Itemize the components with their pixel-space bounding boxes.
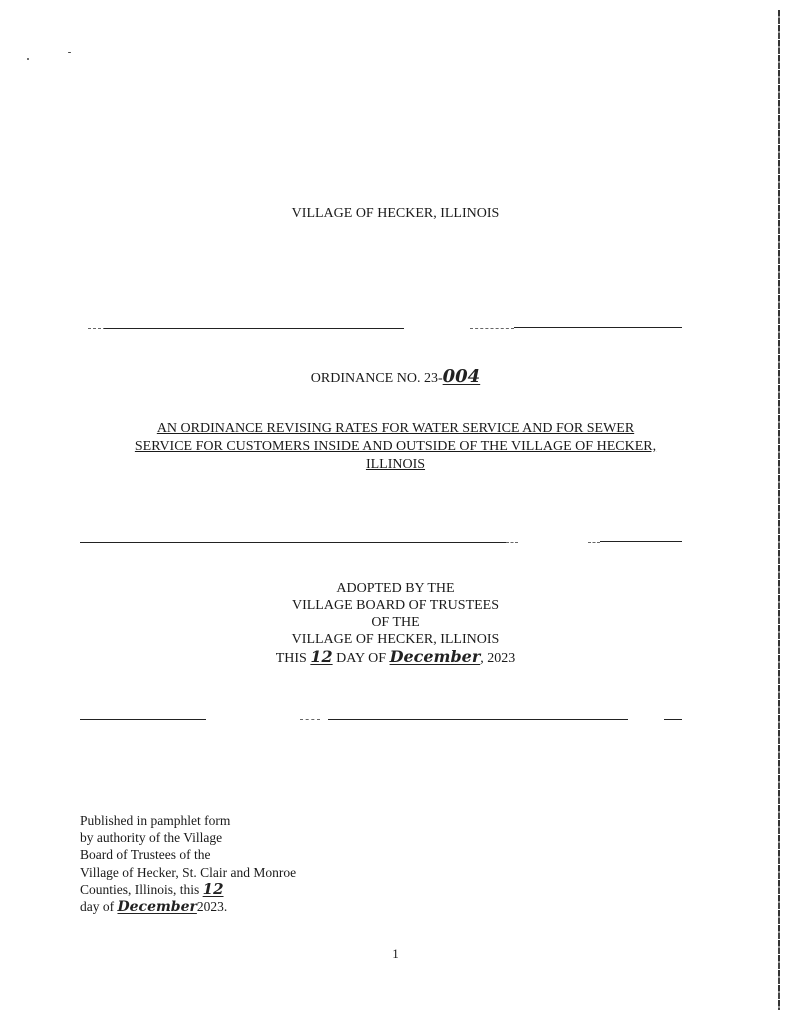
scan-speck [27, 58, 29, 60]
ordinance-number [0, 366, 791, 387]
separator-rule [664, 719, 682, 720]
ordinance-title-line: AN ORDINANCE REVISING RATES FOR WATER SERVICE AND FOR SEWER [156, 421, 635, 436]
separator-fragment [506, 542, 518, 543]
adoption-line: VILLAGE BOARD OF TRUSTEES [291, 598, 500, 613]
separator-rule [600, 541, 682, 542]
publication-day-handwritten: 12 [202, 879, 224, 898]
separator-fragment [588, 542, 600, 543]
separator-rule [104, 328, 404, 329]
publication-line: Board of Trustees of the [80, 847, 211, 863]
separator-rule [328, 719, 628, 720]
village-title: VILLAGE OF HECKER, ILLINOIS [291, 206, 500, 221]
adoption-line: ADOPTED BY THE [336, 581, 455, 596]
adoption-line: OF THE [371, 615, 420, 630]
page-number: 1 [392, 946, 399, 961]
separator-fragment [470, 328, 514, 329]
ordinance-number-prefix: ORDINANCE NO. 23- [310, 371, 443, 386]
publication-line-prefix: Counties, Illinois, this [80, 881, 200, 897]
separator-rule [80, 719, 206, 720]
publication-line: by authority of the Village [80, 830, 223, 846]
publication-line: Village of Hecker, St. Clair and Monroe [80, 864, 297, 880]
publication-year: 2023. [196, 899, 228, 915]
scan-speck [68, 52, 71, 53]
publication-note [80, 812, 296, 916]
adoption-line: VILLAGE OF HECKER, ILLINOIS [291, 632, 500, 647]
publication-line: Published in pamphlet form [80, 813, 231, 828]
adoption-day-handwritten: 12 [310, 647, 333, 666]
publication-date-line [80, 881, 296, 898]
adoption-month-handwritten: December [389, 647, 481, 666]
adoption-date-line [0, 648, 791, 667]
ordinance-number-handwritten: 004 [442, 366, 481, 387]
separator-fragment [300, 719, 320, 720]
ordinance-title-line: ILLINOIS [365, 457, 426, 472]
separator-rule [80, 542, 506, 543]
scan-edge-artifact [778, 10, 780, 1010]
publication-month-handwritten: December [117, 899, 197, 916]
adoption-day-of-label: DAY OF [336, 651, 387, 666]
ordinance-title [0, 420, 791, 474]
ordinance-title-line: SERVICE FOR CUSTOMERS INSIDE AND OUTSIDE OF THE VILLAGE OF HECKER, [134, 439, 657, 454]
adoption-year: , 2023 [480, 651, 516, 666]
publication-day-of-label: day of [80, 899, 115, 915]
adoption-block [0, 580, 791, 667]
publication-month-line [80, 898, 296, 916]
adoption-this-label: THIS [275, 651, 307, 666]
separator-rule [514, 327, 682, 328]
